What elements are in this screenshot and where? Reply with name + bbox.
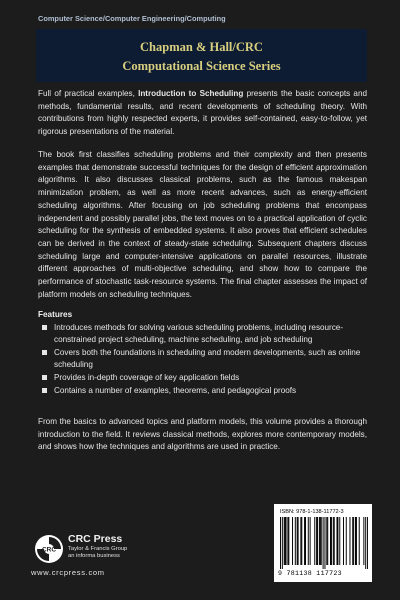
publisher-tagline: an informa business (68, 553, 120, 559)
isbn-number: ISBN: 978-1-138-11772-3 (280, 509, 344, 515)
series-name: Computational Science Series (122, 59, 281, 73)
isbn-barcode (274, 504, 372, 582)
closing-paragraph: From the basics to advanced topics and platform models, this volume provides a thorough introduction to the field. It reviews classical methods, explores more contemporary models, and shows how the techniques and algorithms are used in practice. (38, 417, 367, 452)
series-banner (36, 29, 367, 82)
feature-item (54, 385, 366, 397)
ean-digits: 9 781138 117723 (278, 570, 342, 577)
feature-text: Provides in-depth coverage of key application fields (54, 372, 240, 382)
series-publisher: Chapman & Hall/CRC (140, 40, 263, 54)
features-heading: Features (38, 310, 73, 319)
publisher-website: www.crcpress.com (31, 568, 105, 577)
bullet-square-icon (42, 350, 47, 355)
bullet-square-icon (42, 375, 47, 380)
feature-text: Covers both the foundations in scheduling and modern developments, such as online scheduling (54, 347, 361, 370)
publisher-group: Taylor & Francis Group (68, 546, 128, 552)
book-title: Introduction to Scheduling (138, 89, 244, 98)
intro-text-end: presents the basic concepts and methods, fundamental results, and recent developments of scheduling theory. With contributions from highly respected experts, it provides self-contained, easy-to-follow, yet rigorous presentations of the material. (38, 89, 367, 137)
subject-category: Computer Science/Computer Engineering/Computing (38, 14, 226, 23)
publisher-name: CRC Press (68, 533, 123, 545)
description-paragraph: The book first classifies scheduling problems and their complexity and then presents examples that demonstrate successful techniques for the design of efficient approximation algorithms. It also discusses classical problems, such as the famous makespan minimization problem, as well as more recent advances, such as energy-efficient scheduling algorithms. After focusing on job scheduling problems that encompass independent and possibly parallel jobs, the text moves on to a practical application of cyclic scheduling for the synthesis of embedded systems. It also proves that efficient schedules can be derived in the context of steady-state scheduling. Subsequent chapters discuss scheduling large and computer-intensive applications on parallel resources, illustrate different approaches of multi-objective scheduling, and show how to compare the performance of stochastic task-resource systems. The final chapter assesses the impact of platform models on scheduling techniques. (38, 150, 367, 299)
feature-text: Introduces methods for solving various scheduling problems, including resource-constrained project scheduling, machine scheduling, and job scheduling (54, 323, 344, 345)
intro-text-start: Full of practical examples, (38, 89, 139, 98)
crc-press-logo-icon (34, 534, 64, 564)
feature-item (54, 372, 366, 384)
features-list (54, 322, 366, 397)
feature-item (54, 322, 366, 346)
intro-paragraph (38, 88, 367, 139)
bullet-square-icon (42, 325, 47, 330)
feature-item (54, 347, 366, 371)
bullet-square-icon (42, 388, 47, 393)
feature-text: Contains a number of examples, theorems, and pedagogical proofs (54, 385, 297, 395)
barcode-icon (280, 517, 368, 569)
svg-text:CRC: CRC (41, 546, 57, 554)
